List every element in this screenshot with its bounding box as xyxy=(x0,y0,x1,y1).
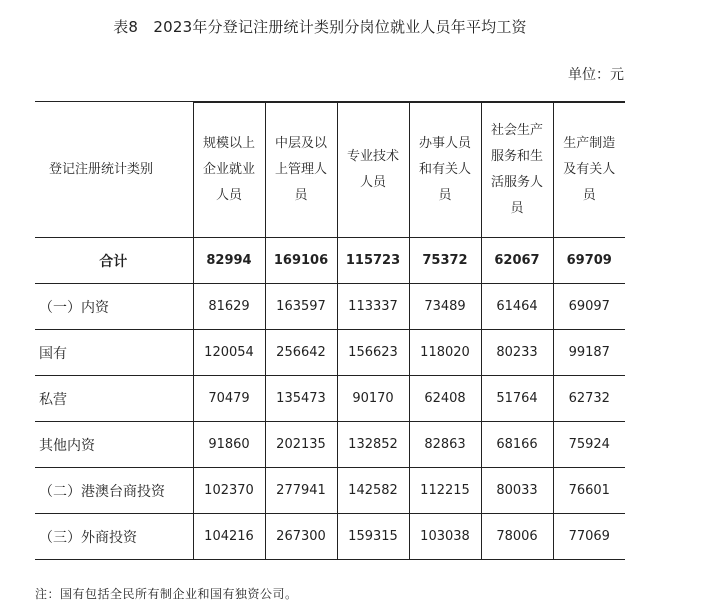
cell: 267300 xyxy=(265,514,337,560)
table-row xyxy=(35,468,625,514)
column-header-label: 中层及以上管理人员 xyxy=(274,136,327,203)
cell: 77069 xyxy=(553,514,625,560)
row-header: 登记注册统计类别 xyxy=(35,103,193,238)
cell: 135473 xyxy=(265,376,337,422)
cell: 256642 xyxy=(265,330,337,376)
cell: 90170 xyxy=(337,376,409,422)
row-label: （一）内资 xyxy=(35,284,193,330)
column-header xyxy=(481,103,553,238)
row-label: （二）港澳台商投资 xyxy=(35,468,193,514)
cell: 62732 xyxy=(553,376,625,422)
cell: 75372 xyxy=(409,238,481,284)
cell: 163597 xyxy=(265,284,337,330)
cell: 78006 xyxy=(481,514,553,560)
cell: 113337 xyxy=(337,284,409,330)
table-title: 表8 2023年分登记注册统计类别分岗位就业人员年平均工资 xyxy=(113,18,527,36)
cell: 118020 xyxy=(409,330,481,376)
cell: 82863 xyxy=(409,422,481,468)
row-label: 国有 xyxy=(35,330,193,376)
column-header xyxy=(193,103,265,238)
cell: 132852 xyxy=(337,422,409,468)
column-header-label: 规模以上企业就业人员 xyxy=(202,136,255,203)
table-row xyxy=(35,284,625,330)
cell: 159315 xyxy=(337,514,409,560)
row-label: 私营 xyxy=(35,376,193,422)
cell: 142582 xyxy=(337,468,409,514)
cell: 81629 xyxy=(193,284,265,330)
column-header-label: 专业技术人员 xyxy=(346,149,399,190)
wage-table xyxy=(35,101,625,560)
cell: 112215 xyxy=(409,468,481,514)
row-label: 其他内资 xyxy=(35,422,193,468)
cell: 69709 xyxy=(553,238,625,284)
cell: 99187 xyxy=(553,330,625,376)
column-header xyxy=(337,103,409,238)
footnote: 注：国有包括全民所有制企业和国有独资公司。 xyxy=(35,587,298,601)
cell: 102370 xyxy=(193,468,265,514)
cell: 70479 xyxy=(193,376,265,422)
cell: 75924 xyxy=(553,422,625,468)
column-header xyxy=(265,103,337,238)
cell: 76601 xyxy=(553,468,625,514)
table-row xyxy=(35,514,625,560)
column-header-label: 办事人员和有关人员 xyxy=(418,136,471,203)
unit-label: 单位：元 xyxy=(568,67,624,83)
table-row xyxy=(35,376,625,422)
column-header-label: 生产制造及有关人员 xyxy=(563,136,616,203)
column-header xyxy=(553,103,625,238)
cell: 69097 xyxy=(553,284,625,330)
cell: 62067 xyxy=(481,238,553,284)
table-row xyxy=(35,422,625,468)
cell: 73489 xyxy=(409,284,481,330)
table-row xyxy=(35,330,625,376)
row-label: 合计 xyxy=(35,238,193,284)
cell: 68166 xyxy=(481,422,553,468)
row-label: （三）外商投资 xyxy=(35,514,193,560)
cell: 156623 xyxy=(337,330,409,376)
cell: 277941 xyxy=(265,468,337,514)
cell: 62408 xyxy=(409,376,481,422)
cell: 82994 xyxy=(193,238,265,284)
table-row-total xyxy=(35,238,625,284)
cell: 80233 xyxy=(481,330,553,376)
cell: 51764 xyxy=(481,376,553,422)
cell: 104216 xyxy=(193,514,265,560)
cell: 91860 xyxy=(193,422,265,468)
cell: 61464 xyxy=(481,284,553,330)
cell: 103038 xyxy=(409,514,481,560)
cell: 115723 xyxy=(337,238,409,284)
cell: 120054 xyxy=(193,330,265,376)
column-header xyxy=(409,103,481,238)
cell: 80033 xyxy=(481,468,553,514)
cell: 202135 xyxy=(265,422,337,468)
column-header-label: 社会生产服务和生活服务人员 xyxy=(490,123,543,216)
cell: 169106 xyxy=(265,238,337,284)
